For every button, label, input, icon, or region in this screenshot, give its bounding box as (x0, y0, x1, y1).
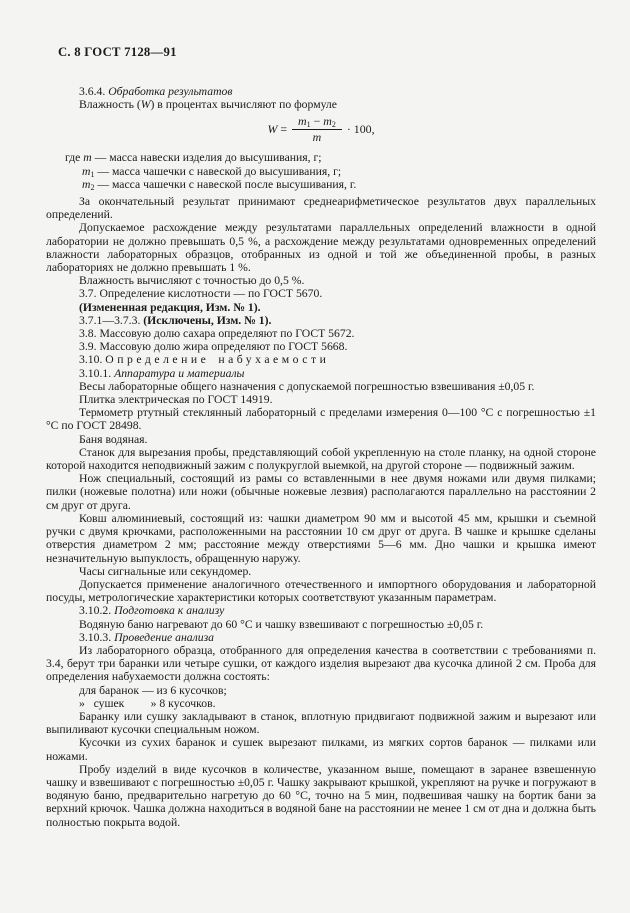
text-run: − (310, 114, 324, 129)
text-run: Обработка результатов (108, 85, 233, 98)
text-run: Баранку или сушку закладывают в станок, вплотную придвигают подвижной зажим и вырезают или выпиливают кусочки специальным ножом. (46, 709, 596, 737)
paragraph (46, 763, 596, 829)
paragraph (46, 710, 596, 736)
paragraph (46, 433, 596, 446)
paragraph (46, 393, 596, 406)
text-run: m (82, 164, 91, 178)
paragraph (46, 578, 596, 604)
text-run: m (83, 151, 92, 165)
formula-lhs (267, 123, 290, 137)
document-body (46, 85, 596, 829)
text-run: — масса навески изделия до высушивания, г; (91, 151, 322, 165)
paragraph (46, 314, 596, 327)
paragraph (46, 367, 596, 380)
text-run: Кусочки из сухих баранок и сушек вырезают пилками, из мягких сортов баранок — пилками или ножами. (46, 736, 596, 763)
text-run: Допускаемое расхождение между результатами параллельных определений влажности в одной лаборатории не должно превышать 0,5 %, а расхождение между результатами одновременных определений влажности лабораторных образцов, отобранных из одной и той же объединенной пробы, в разных лабораториях не должно превышать 1 %. (46, 221, 596, 275)
formula-fraction (292, 115, 342, 144)
formula-denominator (292, 130, 342, 144)
text-run: (Исключены, Изм. № 1). (143, 313, 272, 327)
text-run: 2 (331, 120, 336, 130)
text-run: 1 (90, 169, 95, 179)
text-run: 3.10. (79, 353, 106, 367)
text-run: m (312, 130, 322, 145)
text-run: — масса чашечки с навеской до высушивания, г; (94, 164, 342, 178)
text-run: Влажность ( (79, 98, 141, 112)
paragraph (46, 340, 596, 353)
paragraph (46, 98, 596, 111)
paragraph (82, 165, 596, 178)
text-run: — масса чашечки с навеской после высушивания, г. (94, 177, 357, 191)
paragraph (46, 287, 596, 300)
paragraph (82, 178, 596, 191)
text-run: W (140, 98, 151, 112)
text-run: m (298, 114, 307, 129)
text-run: m (323, 114, 332, 129)
text-run: Проведение анализа (114, 630, 214, 644)
paragraph (46, 512, 596, 565)
paragraph (46, 565, 596, 578)
paragraph (46, 301, 596, 314)
text-run: Пробу изделий в виде кусочков в количестве, указанном выше, помещают в заранее взвешенную чашку и взвешивают с погрешностью ±0,05 г. Чашку закрывают крышкой, укрепляют на ручке и погружают в водяную баню, предварительно нагретую до 60 °С, точно на 5 мин, подвешивая чашку на бортик бани за верхний крючок. Чашка должна находиться в водяной бане на расстоянии не менее 1 см от дна и должна быть полностью покрыта водой. (46, 762, 596, 829)
text-run: Допускается применение аналогичного отечественного и импортного оборудования и лабораторной посуды, метрологические характеристики которых соответствуют указанным параметрам. (46, 577, 596, 605)
text-run: m (82, 177, 91, 191)
paragraph (46, 736, 596, 762)
text-run: 3.10.2. (79, 604, 115, 618)
text-run: Термометр ртутный стеклянный лабораторный с пределами измерения 0—100 °С с погрешностью ±1 °С по ГОСТ 28498. (46, 406, 596, 433)
text-run: Часы сигнальные или секундомер. (79, 564, 252, 578)
text-run: 3.10.1. (79, 366, 115, 380)
paragraph (46, 644, 596, 684)
text-run: · 100, (343, 122, 375, 137)
formula-numerator (292, 115, 342, 130)
text-run: W (267, 122, 278, 137)
paragraph (46, 604, 596, 617)
text-run: 1 (306, 120, 311, 130)
text-run: Нож специальный, состоящий из рамы со вставленными в нее двумя ножами или двумя пилками; пилки (ножевые полотна) или ножи (обычные ножевые лезвия) располагаются параллельно на расстоянии 2 см друг от друга. (46, 472, 596, 512)
text-run: 3.8. Массовую долю сахара определяют по ГОСТ 5672. (79, 327, 355, 341)
paragraph (46, 631, 596, 644)
paragraph (46, 446, 596, 472)
paragraph (46, 195, 596, 221)
text-run: 3.7.1—3.7.3. (79, 313, 144, 327)
text-run: 3.6.4. (79, 85, 109, 98)
formula-tail (344, 123, 375, 137)
text-run: Весы лабораторные общего назначения с допускаемой погрешностью взвешивания ±0,05 г. (79, 379, 535, 393)
text-run: = (277, 122, 290, 137)
text-run: ) в процентах вычисляют по формуле (150, 98, 337, 112)
paragraph (65, 151, 596, 164)
text-run: 3.9. Массовую долю жира определяют по ГОСТ 5668. (79, 340, 348, 354)
text-run: » сушек » 8 кусочков. (79, 696, 216, 710)
page-header: С. 8 ГОСТ 7128—91 (58, 45, 177, 59)
paragraph (46, 274, 596, 287)
text-run: Влажность вычисляют с точностью до 0,5 %. (79, 274, 305, 288)
text-run: где (65, 151, 84, 165)
paragraph (46, 85, 596, 98)
paragraph (46, 353, 596, 366)
paragraph (46, 221, 596, 274)
paragraph (46, 327, 596, 340)
text-run: 3.10.3. (79, 630, 115, 644)
text-run: Плитка электрическая по ГОСТ 14919. (79, 393, 273, 407)
text-run: Определение набухаемости (105, 353, 330, 367)
text-run: Ковш алюминиевый, состоящий из: чашки диаметром 90 мм и высотой 45 мм, крышки и съемной ручки с двумя крючками, расположенными на расстоянии 10 см друг от друга. В чашке и крышке сделаны отверстия диаметром 2 мм; расстояние между отверстиями 5—6 мм. Дно чашки и крышка имеют незначительную выпуклость, обращенную наружу. (46, 511, 596, 565)
paragraph (46, 472, 596, 512)
text-run: Аппаратура и материалы (114, 366, 245, 380)
text-run: Баня водяная. (79, 432, 148, 446)
text-run: Подготовка к анализу (114, 604, 225, 618)
text-run: 2 (90, 182, 95, 192)
text-run: (Измененная редакция, Изм. № 1). (79, 300, 261, 314)
text-run: Водяную баню нагревают до 60 °С и чашку взвешивают с погрешностью ±0,05 г. (79, 617, 484, 631)
text-run: За окончательный результат принимают среднеарифметическое результатов двух параллельных определений. (46, 195, 596, 222)
paragraph (46, 618, 596, 631)
text-run: для баранок — из 6 кусочков; (79, 683, 227, 697)
paragraph (46, 380, 596, 393)
text-run: 3.7. Определение кислотности — по ГОСТ 5670. (79, 287, 323, 301)
paragraph (46, 406, 596, 432)
paragraph (46, 684, 596, 697)
text-run: Из лабораторного образца, отобранного для определения качества в соответствии с требованиями п. 3.4, берут три баранки или четыре сушки, от каждого изделия вырезают два кусочка длиной 2 см. Проба для определения набухаемости должна состоять: (46, 643, 596, 684)
text-run: Станок для вырезания пробы, представляющий собой укрепленную на столе планку, на одной стороне которой находится неподвижный зажим с полукруглой выемкой, на другой стороне — подвижный зажим. (46, 445, 596, 473)
formula (46, 116, 596, 145)
paragraph (46, 697, 596, 710)
